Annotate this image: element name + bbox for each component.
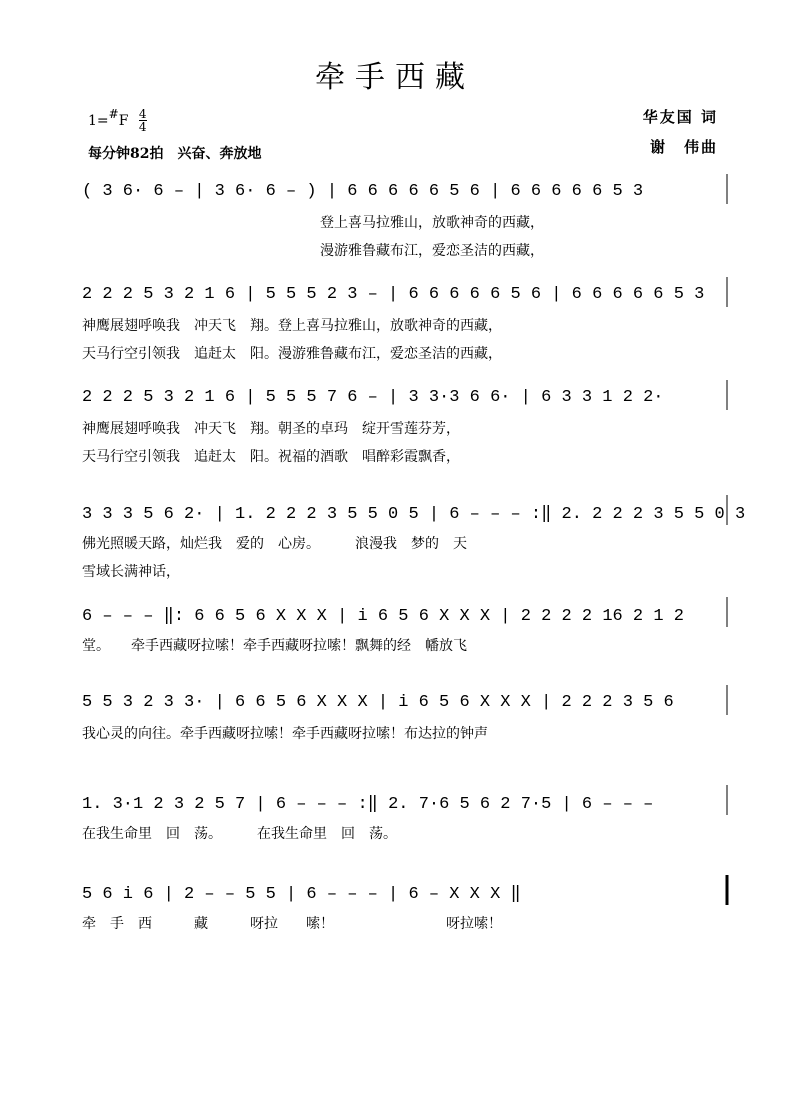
lyric-line: 牵 手 西 藏 呀拉 嗦！ 呀拉嗦！: [82, 916, 502, 932]
lyric-line: 我心灵的向往。牵手西藏呀拉嗦！牵手西藏呀拉嗦！布达拉的钟声: [82, 726, 488, 742]
notation-row: 3 3 3 5 6 2· | 1. 2 2 2 3 5 5 0 5 | 6 – – – :‖ 2. 2 2 2 3 5 5 0 3: [82, 505, 746, 524]
notation-row: 5 6 i 6 | 2 – – 5 5 | 6 – – – | 6 – X X X ‖: [82, 885, 521, 904]
lyric-line: 神鹰展翅呼唤我 冲天飞 翔。朝圣的卓玛 绽开雪莲芬芳，: [82, 421, 460, 437]
tempo-marking: 每分钟82拍 兴奋、奔放地: [88, 146, 262, 162]
lyric-line: 天马行空引领我 追赶太 阳。祝福的酒歌 唱醉彩霞飘香，: [82, 449, 460, 465]
notation-row: 2 2 2 5 3 2 1 6 | 5 5 5 7 6 – | 3 3·3 6 6· | 6 3 3 1 2 2·: [82, 388, 664, 407]
lyric-line: 神鹰展翅呼唤我 冲天飞 翔。登上喜马拉雅山，放歌神奇的西藏，: [82, 318, 502, 334]
notation-row: 2 2 2 5 3 2 1 6 | 5 5 5 2 3 – | 6 6 6 6 6 5 6 | 6 6 6 6 6 5 3: [82, 285, 705, 304]
song-title: 牵手西藏: [315, 60, 475, 95]
lyric-line: 天马行空引领我 追赶太 阳。漫游雅鲁藏布江，爱恋圣洁的西藏，: [82, 346, 502, 362]
notation-row: 6 – – – ‖: 6 6 5 6 X X X | i 6 5 6 X X X | 2 2 2 2 16 2 1 2: [82, 607, 684, 626]
lyricist-credit: 华友国 词: [642, 108, 718, 126]
key-prefix: 1=: [88, 113, 109, 129]
lyric-line: 在我生命里 回 荡。 在我生命里 回 荡。: [82, 826, 397, 842]
lyric-line: 堂。 牵手西藏呀拉嗦！牵手西藏呀拉嗦！飘舞的经 幡放飞: [82, 638, 467, 654]
notation-row: 5 5 3 2 3 3· | 6 6 5 6 X X X | i 6 5 6 X X X | 2 2 2 3 5 6: [82, 693, 674, 712]
notation-row: 1. 3·1 2 3 2 5 7 | 6 – – – :‖ 2. 7·6 5 6 2 7·5 | 6 – – –: [82, 795, 654, 814]
lyric-line: 漫游雅鲁藏布江，爱恋圣洁的西藏，: [82, 243, 544, 259]
lyric-line: 雪域长满神话，: [82, 564, 180, 580]
lyric-line: 登上喜马拉雅山，放歌神奇的西藏，: [82, 215, 544, 231]
key-note: F: [118, 113, 129, 129]
time-denominator: 4: [138, 120, 147, 134]
composer-credit: 谢 伟曲: [649, 138, 718, 156]
sharp-sign: #: [108, 107, 119, 121]
lyric-line: 佛光照暖天路，灿烂我 爱的 心房。 浪漫我 梦的 天: [82, 536, 467, 552]
notation-row: ( 3 6· 6 – | 3 6· 6 – ) | 6 6 6 6 6 5 6 | 6 6 6 6 6 5 3: [82, 182, 644, 201]
time-numerator: 4: [138, 107, 147, 121]
